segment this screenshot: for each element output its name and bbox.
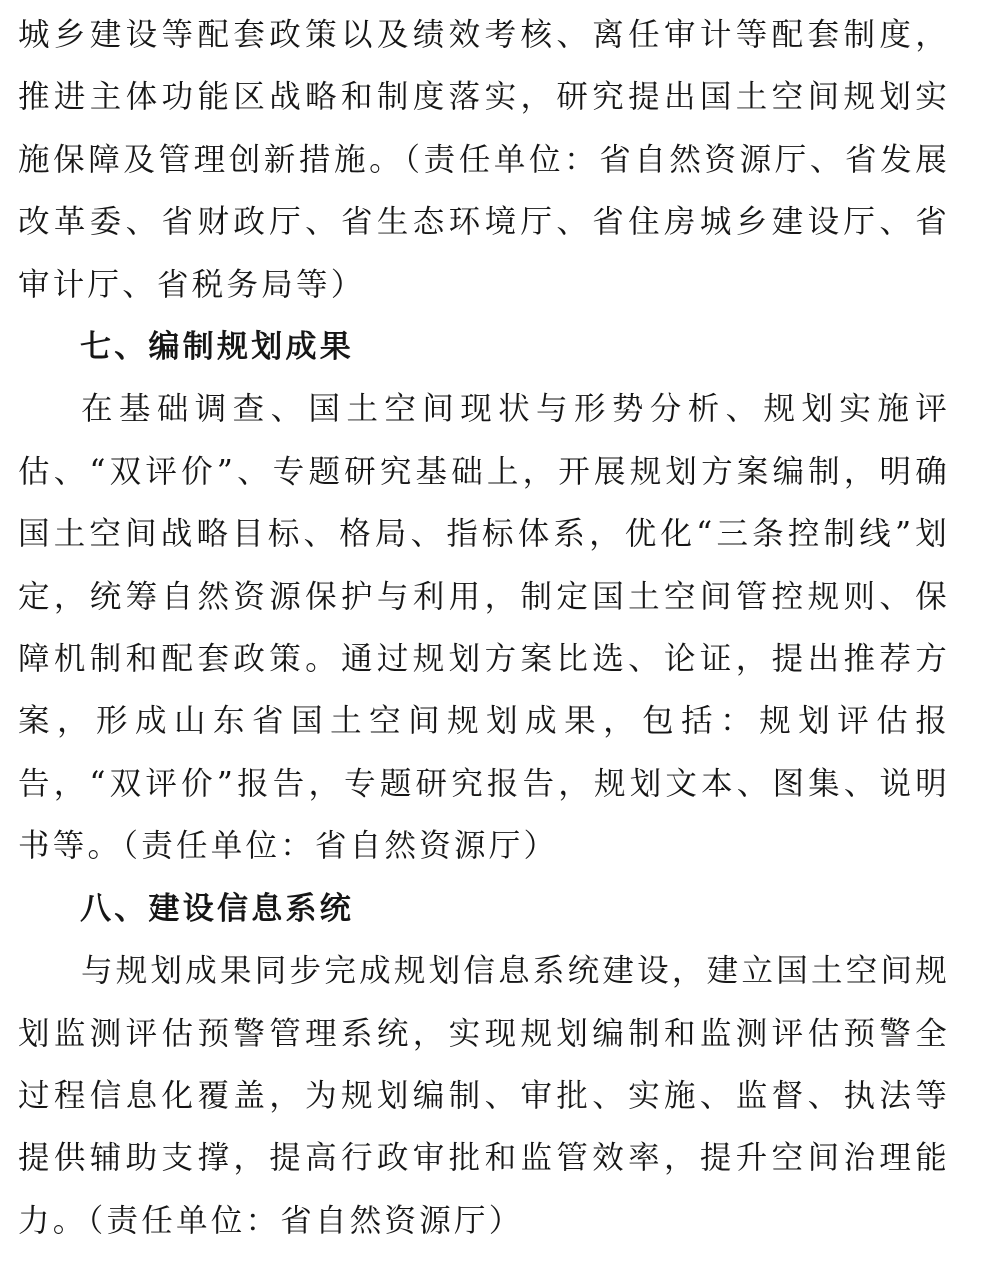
section-8-paragraph: 与规划成果同步完成规划信息系统建设，建立国土空间规划监测评估预警管理系统，实现规划编制和监测评估预警全过程信息化覆盖，为规划编制、审批、实施、监督、执法等提供辅助支撑，提高行政审批和监管效率，提升空间治理能力。（责任单位：省自然资源厅）: [18, 953, 950, 1239]
intro-paragraph: 城乡建设等配套政策以及绩效考核、离任审计等配套制度，推进主体功能区战略和制度落实，研究提出国土空间规划实施保障及管理创新措施。（责任单位：省自然资源厅、省发展改革委、省财政厅、省生态环境厅、省住房城乡建设厅、省审计厅、省税务局等）: [18, 17, 950, 303]
section-7-heading: 七、编制规划成果: [80, 329, 354, 366]
section-8-heading: 八、建设信息系统: [80, 890, 354, 927]
document-page: [18, 4, 950, 1252]
section-7-paragraph: 在基础调查、国土空间现状与形势分析、规划实施评估、“双评价”、专题研究基础上，开展规划方案编制，明确国土空间战略目标、格局、指标体系，优化“三条控制线”划定，统筹自然资源保护与利用，制定国土空间管控规则、保障机制和配套政策。通过规划方案比选、论证，提出推荐方案，形成山东省国土空间规划成果，包括：规划评估报告，“双评价”报告，专题研究报告，规划文本、图集、说明书等。（责任单位：省自然资源厅）: [18, 391, 950, 865]
